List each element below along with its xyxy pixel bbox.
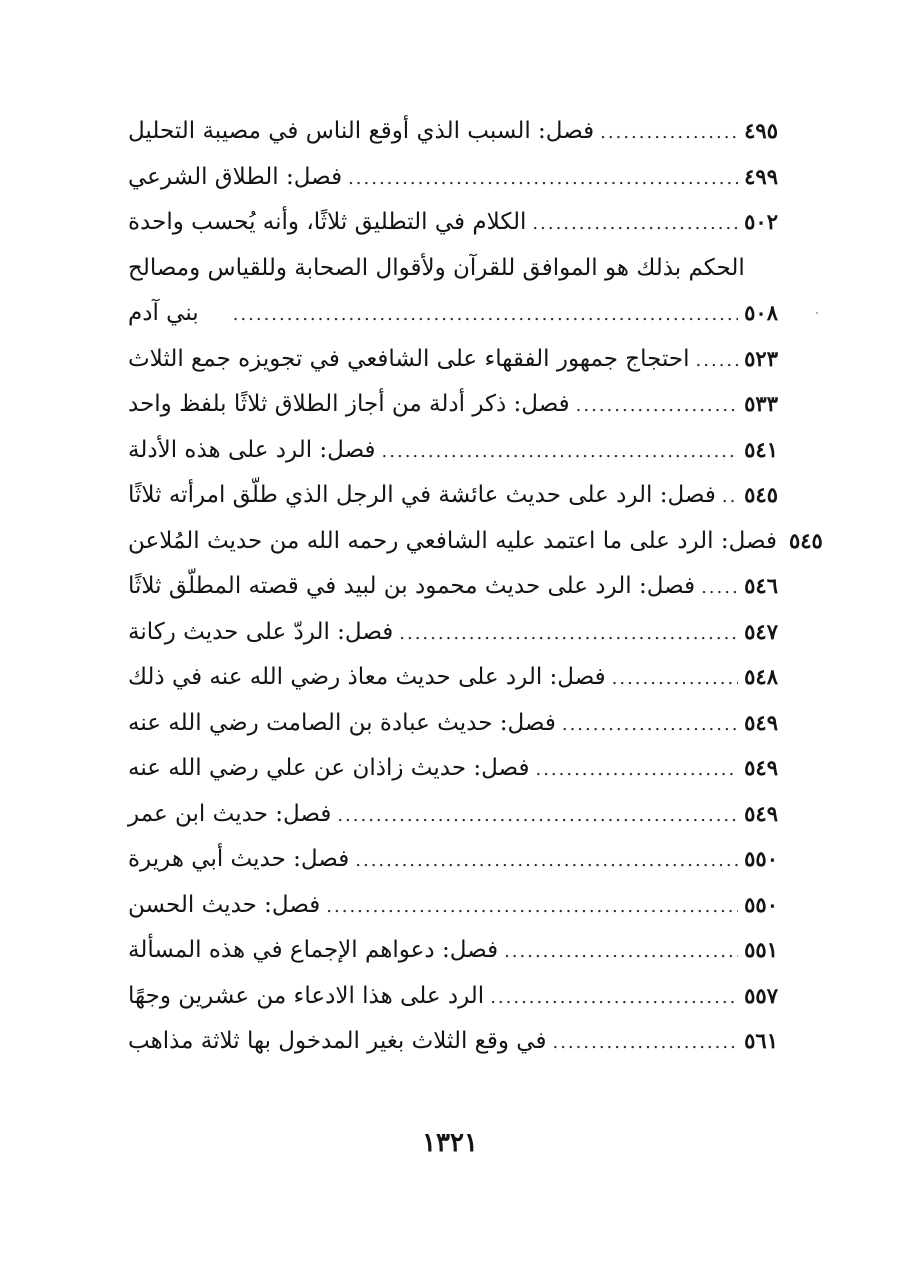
toc-entry — [128, 527, 823, 574]
toc-entry-page: ٥٤٩ — [744, 709, 778, 735]
toc-entry-page: ٥٤١ — [744, 436, 778, 462]
toc-entry — [128, 573, 778, 619]
toc-entry-title: احتجاج جمهور الفقهاء على الشافعي في تجويزه جمع الثلاث — [128, 345, 690, 372]
leader-dots — [348, 168, 738, 189]
leader-dots — [612, 668, 739, 689]
leader-dots — [722, 486, 738, 507]
toc-entry-title: فصل: حديث عبادة بن الصامت رضي الله عنه — [128, 709, 556, 736]
toc-entry-page: ٥٢٣ — [744, 345, 778, 371]
stray-mark — [816, 312, 818, 314]
toc-entry-title: فصل: الردّ على حديث ركانة — [128, 618, 394, 645]
toc-entry — [128, 892, 778, 938]
leader-dots — [535, 759, 738, 780]
leader-dots — [552, 1032, 738, 1053]
toc-entry-page: ٥٤٩ — [744, 755, 778, 780]
toc-entry-page: ٥٥٧ — [744, 982, 778, 1008]
toc-entry-title: فصل: ذكر أدلة من أجاز الطلاق ثلاثًا بلفظ واحد — [128, 391, 570, 417]
toc-entry — [128, 118, 778, 164]
toc-entry-title: فصل: الطلاق الشرعي — [128, 163, 343, 190]
toc-entry-page: ٥٠٢ — [744, 209, 778, 234]
toc-entry-title: فصل: حديث الحسن — [128, 891, 321, 918]
toc-entry — [128, 619, 778, 665]
toc-entry — [128, 846, 778, 892]
toc-entry — [128, 710, 778, 756]
page-number: ١٣٢١ — [422, 1128, 478, 1158]
toc-entry-title: فصل: الرد على حديث معاذ رضي الله عنه في ذلك — [128, 664, 606, 690]
toc-entry-title: فصل: السبب الذي أوقع الناس في مصيبة التحليل — [128, 118, 595, 144]
toc-entry-wrapped-line — [128, 255, 778, 301]
toc-entry-page: ٥٥١ — [744, 937, 778, 962]
leader-dots — [233, 304, 738, 325]
toc-entry-title: في وقع الثلاث بغير المدخول بها ثلاثة مذاهب — [128, 1028, 547, 1054]
toc-entry-page: ٥٥٠ — [744, 846, 778, 871]
toc-entry — [128, 437, 778, 483]
toc-entry-page: ٥٤٥ — [744, 482, 778, 507]
toc-entry-page: ٥٦١ — [744, 1028, 778, 1053]
toc-entry-page: ٥٤٧ — [744, 618, 778, 644]
toc-entry-page: ٥٤٩ — [744, 800, 778, 826]
leader-dots — [326, 896, 738, 917]
toc-entry-title: فصل: الرد على حديث محمود بن لبيد في قصته المطلّق ثلاثًا — [128, 573, 696, 599]
toc-entry-title: الرد على هذا الادعاء من عشرين وجهًا — [128, 982, 485, 1009]
toc-entry-title: الكلام في التطليق ثلاثًا، وأنه يُحسب واحدة — [128, 209, 527, 235]
leader-dots — [337, 805, 738, 826]
toc-entry — [128, 300, 778, 346]
toc-entry — [128, 755, 778, 801]
leader-dots — [576, 395, 739, 416]
toc-entry — [128, 164, 778, 210]
toc-entry-page: ٥٤٦ — [744, 573, 778, 598]
toc-entry — [128, 664, 778, 710]
toc-entry-page: ٥٣٣ — [744, 391, 778, 416]
toc-entry-title: فصل: حديث ابن عمر — [128, 800, 332, 827]
toc-entry-title: الحكم بذلك هو الموافق للقرآن ولأقوال الصحابة وللقياس ومصالح — [128, 254, 745, 281]
toc-entry-page: ٤٩٥ — [744, 118, 778, 143]
leader-dots — [504, 941, 738, 962]
leader-dots — [399, 623, 738, 644]
leader-dots — [490, 987, 738, 1008]
toc-entry — [128, 482, 778, 528]
toc-entry — [128, 937, 778, 983]
leader-dots — [382, 441, 739, 462]
toc-entry-page: ٥٠٨ — [744, 300, 778, 325]
toc-entry — [128, 983, 778, 1029]
toc-entry-page: ٥٥٠ — [744, 891, 778, 917]
toc-entry — [128, 391, 778, 437]
toc-entry-title: فصل: حديث زاذان عن علي رضي الله عنه — [128, 755, 530, 781]
table-of-contents — [128, 118, 823, 1074]
toc-entry — [128, 209, 778, 255]
toc-entry — [128, 801, 778, 847]
toc-entry-title: بني آدم — [128, 300, 199, 326]
toc-entry-title: فصل: الرد على هذه الأدلة — [128, 436, 376, 463]
toc-entry — [128, 1028, 778, 1074]
leader-dots — [701, 577, 738, 598]
leader-dots — [355, 850, 738, 871]
toc-entry-page: ٤٩٩ — [744, 163, 778, 189]
toc-entry-page: ٥٤٥ — [788, 527, 823, 553]
toc-entry-page: ٥٤٨ — [744, 664, 778, 689]
leader-dots — [562, 714, 738, 735]
leader-dots — [600, 122, 738, 143]
toc-entry-title: فصل: الرد على حديث عائشة في الرجل الذي طلّق امرأته ثلاثًا — [128, 482, 716, 508]
toc-entry-title: فصل: دعواهم الإجماع في هذه المسألة — [128, 937, 499, 963]
toc-entry — [128, 346, 778, 392]
leader-dots — [532, 213, 738, 234]
leader-dots — [696, 350, 739, 371]
toc-entry-title: فصل: حديث أبي هريرة — [128, 846, 350, 872]
toc-entry-title: فصل: الرد على ما اعتمد عليه الشافعي رحمه الله من حديث المُلاعن — [128, 527, 777, 554]
